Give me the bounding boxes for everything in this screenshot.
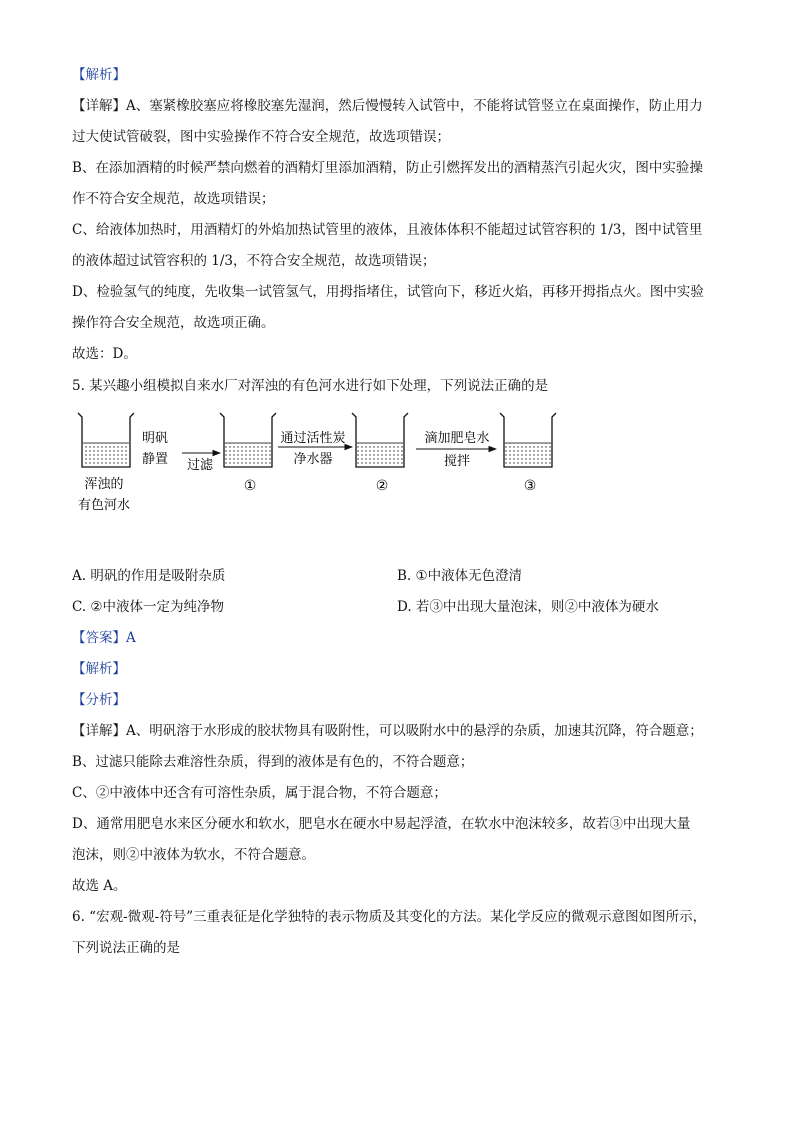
option-a[interactable]: A. 明矾的作用是吸附杂质 [72,568,226,584]
step2-top: 通过活性炭 [280,431,346,446]
detail-line-8: 操作符合安全规范，故选项正确。 [72,315,275,331]
analysis-label: 【解析】 [72,67,126,83]
start-label-1: 浑浊的 [84,477,124,492]
detail-line-2: 过大使试管破裂，图中实验操作不符合安全规范，故选项错误； [72,129,450,145]
detail-line-6: 的液体超过试管容积的 1/3，不符合安全规范，故选项错误； [72,253,436,269]
detail-line-1: 【详解】A、塞紧橡胶塞应将橡胶塞先湿润，然后慢慢转入试管中，不能将试管竖立在桌面操作，防止用力 [72,98,703,114]
beaker-3 [500,413,556,467]
option-b[interactable]: B. ①中液体无色澄清 [397,568,523,584]
beaker-1-label: ① [243,478,257,494]
beaker-3-label: ③ [523,478,537,494]
water-treatment-diagram [60,405,580,520]
q5-detail-line-2: B、过滤只能除去难溶性杂质，得到的液体是有色的，不符合题意； [72,754,474,770]
beaker-1 [220,413,276,467]
q5-detail-line-3: C、②中液体中还含有可溶性杂质，属于混合物，不符合题意； [72,785,447,801]
conclusion-2: 故选 A。 [72,878,127,894]
detail-line-5: C、给液体加热时，用酒精灯的外焰加热试管里的液体，且液体体积不能超过试管容积的 1/3，图中试管里 [72,222,703,238]
option-d[interactable]: D. 若③中出现大量泡沫，则②中液体为硬水 [397,599,659,615]
question-5-stem: 5. 某兴趣小组模拟自来水厂对浑浊的有色河水进行如下处理，下列说法正确的是 [72,378,549,394]
step3-bottom: 搅拌 [443,454,471,469]
fenxi-label: 【分析】 [72,692,126,708]
question-6-stem-1: 6. “宏观-微观-符号”三重表征是化学独特的表示物质及其变化的方法。某化学反应的微观示意图如图所示， [72,909,707,925]
q5-detail-line-1: 【详解】A、明矾溶于水形成的胶状物具有吸附性，可以吸附水中的悬浮的杂质，加速其沉降，符合题意； [72,723,703,739]
answer-label: 【答案】A [72,630,136,646]
step1-top-2: 静置 [141,452,169,467]
detail-line-4: 作不符合安全规范，故选项错误； [72,191,275,207]
question-6-stem-2: 下列说法正确的是 [72,940,180,956]
beaker-start [78,413,134,467]
q5-detail-line-5: 泡沫，则②中液体为软水，不符合题意。 [72,847,315,863]
step2-bottom: 净水器 [293,452,333,467]
beaker-2-label: ② [375,478,389,494]
step3-top: 滴加肥皂水 [424,431,490,446]
step1-top-1: 明矾 [141,431,169,446]
analysis-label-2: 【解析】 [72,661,126,677]
start-label-2: 有色河水 [77,498,131,513]
step1-bottom: 过滤 [186,458,214,473]
q5-detail-line-4: D、通常用肥皂水来区分硬水和软水，肥皂水在硬水中易起浮渣，在软水中泡沫较多，故若③中出现大量 [72,816,691,832]
option-c[interactable]: C. ②中液体一定为纯净物 [72,599,225,615]
beaker-2 [352,413,408,467]
detail-line-3: B、在添加酒精的时候严禁向燃着的酒精灯里添加酒精，防止引燃挥发出的酒精蒸汽引起火灾，图中实验操 [72,160,703,176]
detail-line-7: D、检验氢气的纯度，先收集一试管氢气，用拇指堵住，试管向下，移近火焰，再移开拇指点火。图中实验 [72,284,704,300]
conclusion-1: 故选：D。 [72,346,137,362]
